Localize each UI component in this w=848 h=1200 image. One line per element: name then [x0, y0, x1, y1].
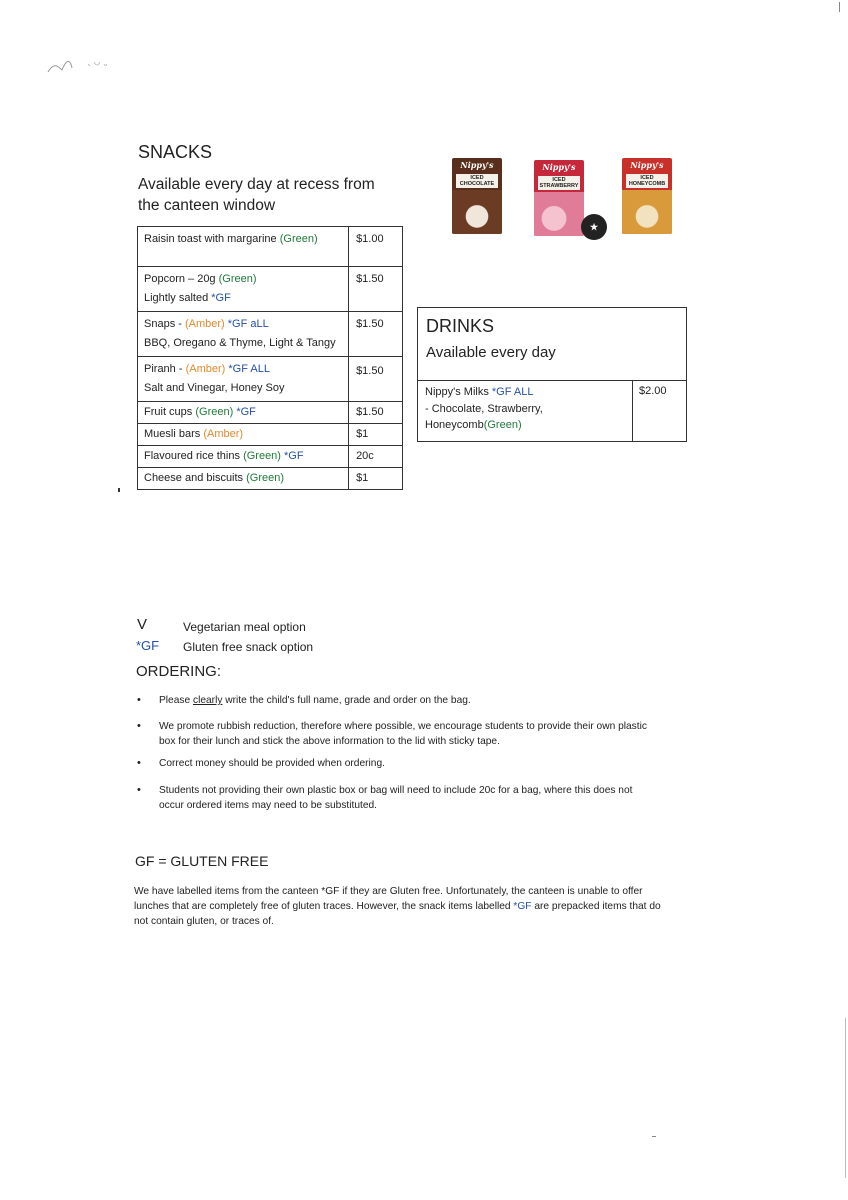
table-row [138, 357, 403, 402]
snack-price-cell: $1.50 [349, 357, 403, 402]
snack-name-cell: Muesli bars (Amber) [138, 424, 349, 446]
drinks-title: DRINKS [426, 316, 495, 336]
snack-price-cell: $1.00 [349, 227, 403, 267]
legend-text-gf: Gluten free snack option [183, 640, 314, 654]
snack-price-cell: $1.50 [349, 402, 403, 424]
scan-edge-line [845, 1018, 846, 1178]
table-row [138, 424, 403, 446]
snacks-table [137, 226, 403, 490]
snack-name-cell: Cheese and biscuits (Green) [138, 468, 349, 490]
ordering-list [137, 693, 719, 823]
snack-name-cell: Popcorn – 20g (Green) Lightly salted *GF [138, 267, 349, 312]
snack-price-cell: $1 [349, 468, 403, 490]
snack-name-cell: Snaps - (Amber) *GF aLL BBQ, Oregano & Thyme, Light & Tangy [138, 312, 349, 357]
drinks-box [417, 307, 687, 442]
scan-mark [652, 1136, 656, 1137]
table-row [138, 227, 403, 267]
legend-symbol-gf: *GF [136, 638, 160, 653]
snacks-title: SNACKS [138, 142, 213, 162]
list-item: • We promote rubbish reduction, therefore where possible, we encourage students to provide their own plastic box for their lunch and stick the above information to the lid with sticky tape. [137, 720, 647, 747]
table-row [138, 312, 403, 357]
legend-symbol-vegetarian: V [137, 616, 148, 633]
snacks-subtitle: Available every day at recess from the canteen window [138, 176, 375, 214]
scan-scribble [44, 52, 124, 78]
drinks-item: Nippy's Milks *GF ALL - Chocolate, Strawberry, Honeycomb(Green) [425, 386, 543, 431]
snack-price-cell: $1.50 [349, 267, 403, 312]
table-row [138, 267, 403, 312]
list-item: • Correct money should be provided when ordering. [137, 757, 385, 769]
table-row [138, 446, 403, 468]
gf-title: GF = GLUTEN FREE [135, 853, 269, 869]
drinks-subtitle: Available every day [426, 344, 556, 361]
chocolate-milk-carton-image: Nippy's ICED CHOCOLATE [452, 158, 502, 234]
snack-price-cell: 20c [349, 446, 403, 468]
list-item: • Please clearly write the child's full name, grade and order on the bag. [137, 694, 471, 706]
drinks-divider [418, 380, 686, 381]
drinks-price: $2.00 [639, 385, 667, 397]
snack-price-cell: $1 [349, 424, 403, 446]
strawberry-milk-carton-image: Nippy's ICED STRAWBERRY [534, 160, 584, 236]
gf-paragraph: We have labelled items from the canteen *GF if they are Gluten free. Unfortunately, the canteen is unable to offer lunches that are completely free of gluten traces. However, the snack items labelled *GF are prepacked items that do not contain gluten, or traces of. [134, 886, 661, 927]
honeycomb-milk-carton-image: Nippy's ICED HONEYCOMB [622, 158, 672, 234]
snack-price-cell: $1.50 [349, 312, 403, 357]
ordering-title: ORDERING: [136, 663, 222, 680]
snack-name-cell: Fruit cups (Green) *GF [138, 402, 349, 424]
scan-edge-tick [839, 2, 840, 12]
drinks-column-divider [632, 380, 633, 441]
snack-name-cell: Piranh - (Amber) *GF ALL Salt and Vinegar, Honey Soy [138, 357, 349, 402]
snack-name-cell: Raisin toast with margarine (Green) [138, 227, 349, 267]
health-star-rating-icon: ★ [581, 214, 607, 240]
list-item: • Students not providing their own plastic box or bag will need to include 20c for a bag, where this does not occur ordered items may need to be substituted. [137, 784, 633, 811]
table-row [138, 468, 403, 490]
legend-text-vegetarian: Vegetarian meal option [183, 620, 306, 634]
table-row [138, 402, 403, 424]
scan-dot [118, 488, 120, 492]
snack-name-cell: Flavoured rice thins (Green) *GF [138, 446, 349, 468]
